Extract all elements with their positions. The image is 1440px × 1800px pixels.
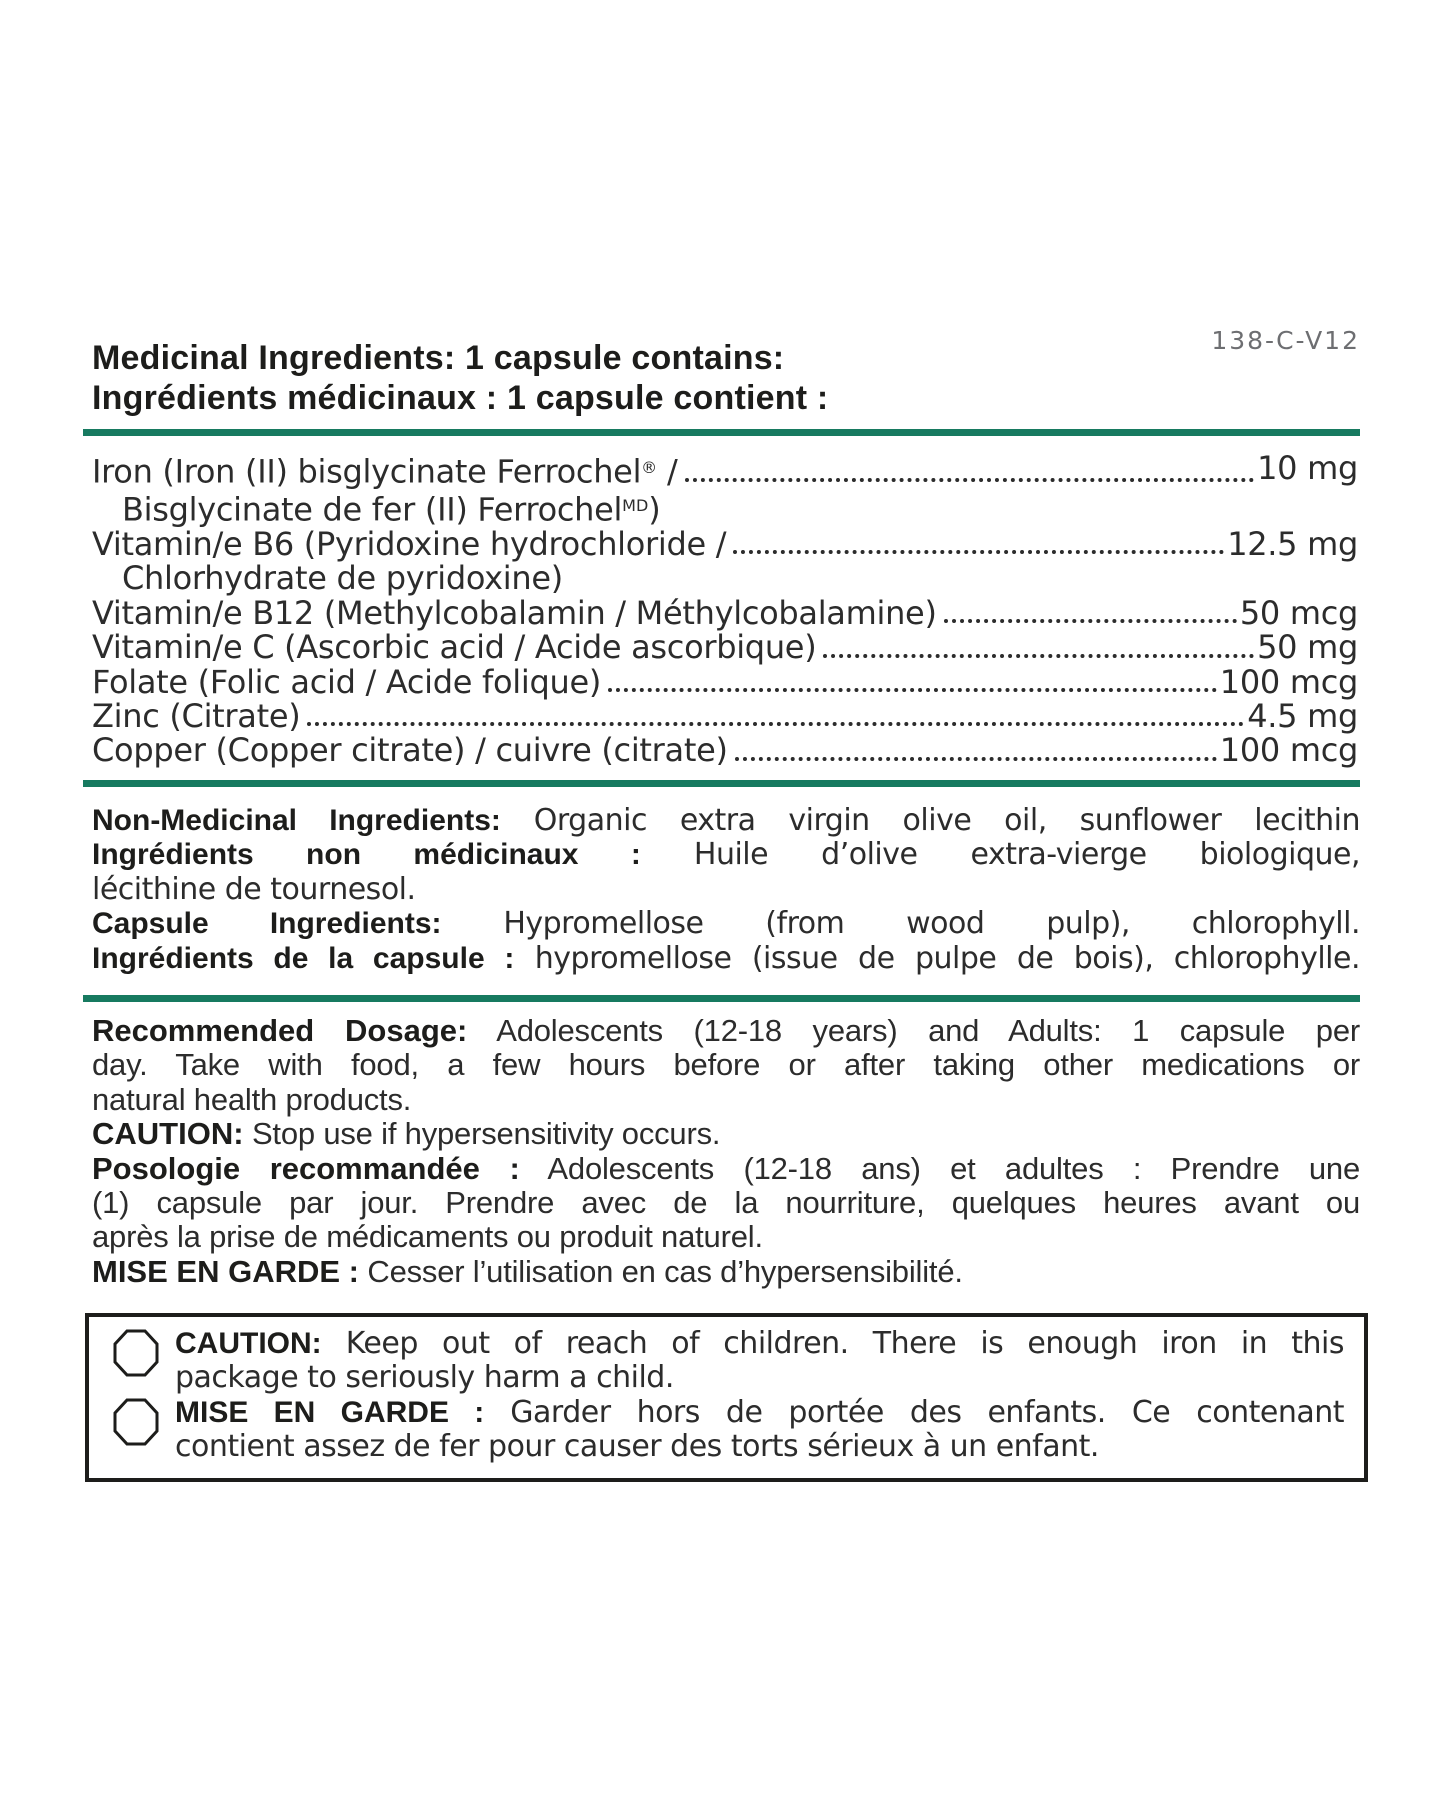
ingredient-amount: 50 mcg [1239, 593, 1358, 632]
text-line: day. Take with food, a few hours before or after taking other medications or [92, 1047, 1360, 1083]
text-line: MISE EN GARDE : Cesser l’utilisation en cas d’hypersensibilité. [92, 1253, 963, 1289]
ingredient-amount: 12.5 mg [1227, 525, 1358, 563]
ingredient-name: Zinc (Citrate) [92, 697, 301, 736]
ingredient-table [92, 451, 1358, 768]
ingredient-name: Vitamin/e B12 (Methylcobalamin / Méthylcobalamine) [92, 593, 937, 632]
supplement-facts-panel [83, 0, 1360, 1800]
dots-leader [823, 654, 1254, 658]
dosage-section [92, 1014, 1360, 1289]
ingredient-name: Vitamin/e C (Ascorbic acid / Acide ascorbique) [92, 628, 817, 667]
text-line: package to seriously harm a child. [175, 1360, 674, 1396]
text-line: lécithine de tournesol. [92, 871, 416, 907]
ingredient-row [92, 628, 1358, 667]
text-line: natural health products. [92, 1081, 412, 1117]
stop-octagon-icon [113, 1329, 159, 1377]
dots-leader [733, 550, 1224, 554]
dots-leader [685, 478, 1255, 482]
dots-leader [944, 619, 1237, 623]
ingredient-name: Folate (Folic acid / Acide folique) [92, 662, 602, 701]
dots-leader [735, 757, 1217, 761]
caution-bullet [109, 1396, 1344, 1465]
text-line: Capsule Ingredients: Hypromellose (from wood pulp), chlorophyll. [92, 906, 1360, 942]
bold-lead-in: Ingrédients de la capsule : [92, 941, 515, 975]
dots-leader [307, 722, 1244, 726]
text-line: CAUTION: Stop use if hypersensitivity occurs. [92, 1116, 721, 1152]
bold-lead-in: Ingrédients non médicinaux : [92, 838, 641, 872]
ingredient-name: Vitamin/e B6 (Pyridoxine hydrochloride / [92, 525, 727, 563]
ingredient-amount: 10 mg [1257, 449, 1358, 487]
text-line: MISE EN GARDE : Garder hors de portée des enfants. Ce contenant [175, 1394, 1345, 1430]
ingredient-name: Copper (Copper citrate) / cuivre (citrate) [92, 731, 728, 770]
divider-top [83, 429, 1360, 436]
dots-leader [608, 688, 1217, 692]
text-line: contient assez de fer pour causer des torts sérieux à un enfant. [175, 1429, 1099, 1465]
bold-lead-in: CAUTION: [175, 1327, 322, 1360]
ingredient-row [92, 527, 1358, 561]
ingredient-continuation: Bisglycinate de fer (II) Ferrochel$^{MD}$) [122, 490, 661, 529]
section-header [92, 338, 1360, 418]
header-line-fr: Ingrédients médicinaux : 1 capsule contient : [92, 379, 829, 417]
stop-octagon-icon [113, 1398, 159, 1446]
text-line: Non-Medicinal Ingredients: Organic extra virgin olive oil, sunflower lecithin [92, 803, 1360, 838]
ingredient-row [92, 697, 1358, 736]
divider-bottom [83, 995, 1360, 1002]
bold-lead-in: Recommended Dosage: [92, 1013, 468, 1048]
caution-box [85, 1313, 1368, 1482]
bold-lead-in: MISE EN GARDE : [92, 1253, 359, 1289]
ingredient-amount: 100 mcg [1219, 731, 1358, 770]
ingredient-name: Iron (Iron (II) bisglycinate Ferrochel® / [92, 452, 678, 491]
text-line: après la prise de médicaments ou produit naturel. [92, 1219, 763, 1255]
ingredient-row [92, 731, 1358, 770]
caution-bullet-text [175, 1396, 1344, 1465]
bold-lead-in: Posologie recommandée : [92, 1150, 520, 1186]
ingredient-row [92, 593, 1358, 632]
ingredient-amount: 50 mg [1257, 628, 1358, 667]
ingredient-continuation: Chlorhydrate de pyridoxine) [122, 559, 563, 598]
product-code: 138-C-V12 [1211, 326, 1360, 355]
text-line: Recommended Dosage: Adolescents (12-18 years) and Adults: 1 capsule per [92, 1013, 1361, 1048]
ingredient-amount: 4.5 mg [1247, 697, 1358, 736]
bold-lead-in: Capsule Ingredients: [92, 907, 442, 941]
divider-middle [83, 780, 1360, 787]
ingredient-row [92, 451, 1358, 489]
text-line: Ingrédients non médicinaux : Huile d’olive extra-vierge biologique, [92, 837, 1361, 873]
text-line: Posologie recommandée : Adolescents (12-18 ans) et adultes : Prendre une [92, 1150, 1360, 1186]
non-medicinal-section [92, 804, 1360, 976]
bold-lead-in: CAUTION: [92, 1116, 244, 1152]
ingredient-row [92, 662, 1358, 701]
bold-lead-in: MISE EN GARDE : [175, 1395, 485, 1429]
caution-bullet-text [175, 1327, 1344, 1396]
bold-lead-in: Non-Medicinal Ingredients: [92, 804, 501, 837]
ingredient-amount: 100 mcg [1219, 662, 1358, 701]
text-line: CAUTION: Keep out of reach of children. There is enough iron in this [175, 1326, 1344, 1361]
text-line: Ingrédients de la capsule : hypromellose (issue de pulpe de bois), chlorophylle. [92, 940, 1360, 976]
text-line: (1) capsule par jour. Prendre avec de la nourriture, quelques heures avant ou [92, 1185, 1360, 1221]
caution-bullet [109, 1327, 1344, 1396]
header-line-en: Medicinal Ingredients: 1 capsule contains: [92, 339, 785, 377]
